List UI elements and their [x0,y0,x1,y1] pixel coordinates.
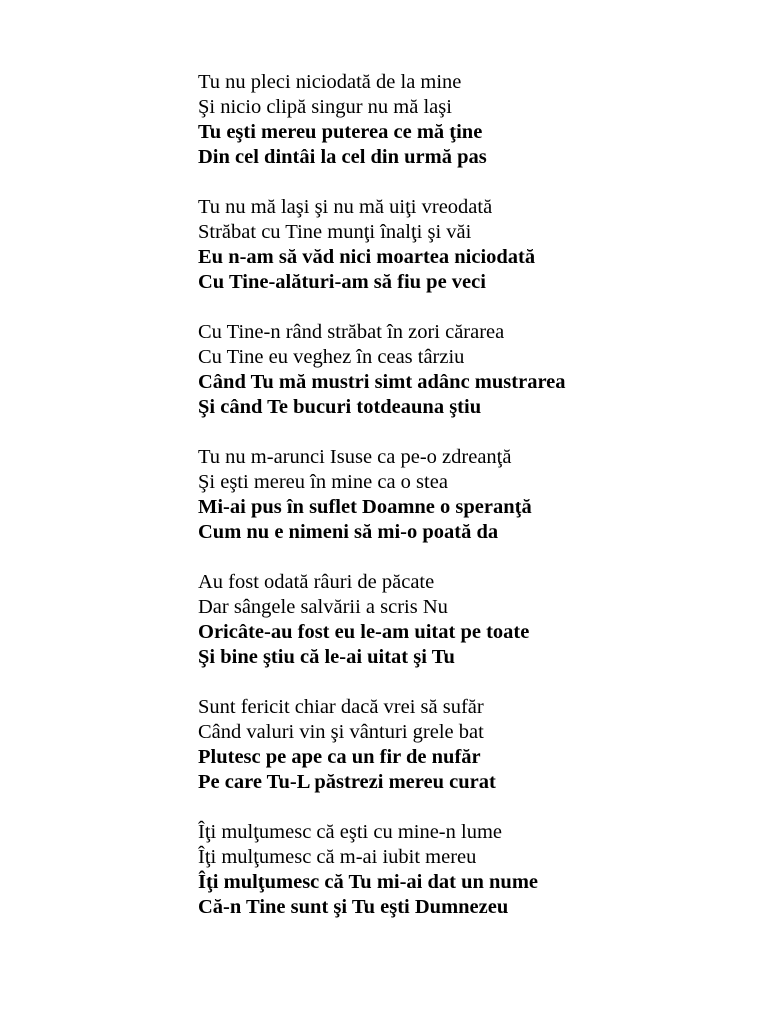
stanza-1 [198,70,738,170]
poem-line-bold: Din cel dintâi la cel din urmă pas [198,146,487,168]
poem-line: Cu Tine eu veghez în ceas târziu [198,346,465,368]
poem-line: Sunt fericit chiar dacă vrei să sufăr [198,696,484,718]
poem-line-bold: Când Tu mă mustri simt adânc mustrarea [198,371,566,393]
poem-line: Şi nicio clipă singur nu mă laşi [198,96,452,118]
poem-line-bold: Pe care Tu-L păstrezi mereu curat [198,771,496,793]
poem-line-bold: Cu Tine-alături-am să fiu pe veci [198,271,486,293]
stanza-7 [198,820,738,920]
poem-line: Străbat cu Tine munţi înalţi şi văi [198,221,472,243]
poem-line: Dar sângele salvării a scris Nu [198,596,448,618]
poem-line-bold: Cum nu e nimeni să mi-o poată da [198,521,499,543]
poem-line-bold: Mi-ai pus în suflet Doamne o speranţă [198,496,532,518]
poem-line: Tu nu pleci niciodată de la mine [198,71,462,93]
poem-line-bold: Tu eşti mereu puterea ce mă ţine [198,121,483,143]
poem-line: Tu nu mă laşi şi nu mă uiţi vreodată [198,196,493,218]
poem-line: Îţi mulţumesc că eşti cu mine-n lume [198,821,502,843]
poem-line-bold: Plutesc pe ape ca un fir de nufăr [198,746,481,768]
poem-line-bold: Oricâte-au fost eu le-am uitat pe toate [198,621,530,643]
poem-line-bold: Eu n-am să văd nici moartea niciodată [198,246,536,268]
stanza-3 [198,320,738,420]
poem-line-bold: Că-n Tine sunt şi Tu eşti Dumnezeu [198,896,509,918]
poem-line: Tu nu m-arunci Isuse ca pe-o zdreanţă [198,446,512,468]
poem-line: Îţi mulţumesc că m-ai iubit mereu [198,846,477,868]
poem-line: Cu Tine-n rând străbat în zori cărarea [198,321,505,343]
poem-line-bold: Şi când Te bucuri totdeauna ştiu [198,396,482,418]
stanza-6 [198,695,738,795]
poem-line: Când valuri vin şi vânturi grele bat [198,721,484,743]
stanza-5 [198,570,738,670]
poem-body [198,70,738,945]
poem-line-bold: Îţi mulţumesc că Tu mi-ai dat un nume [198,871,539,893]
poem-line: Au fost odată râuri de păcate [198,571,435,593]
stanza-2 [198,195,738,295]
poem-line-bold: Şi bine ştiu că le-ai uitat şi Tu [198,646,455,668]
stanza-4 [198,445,738,545]
poem-line: Şi eşti mereu în mine ca o stea [198,471,448,493]
